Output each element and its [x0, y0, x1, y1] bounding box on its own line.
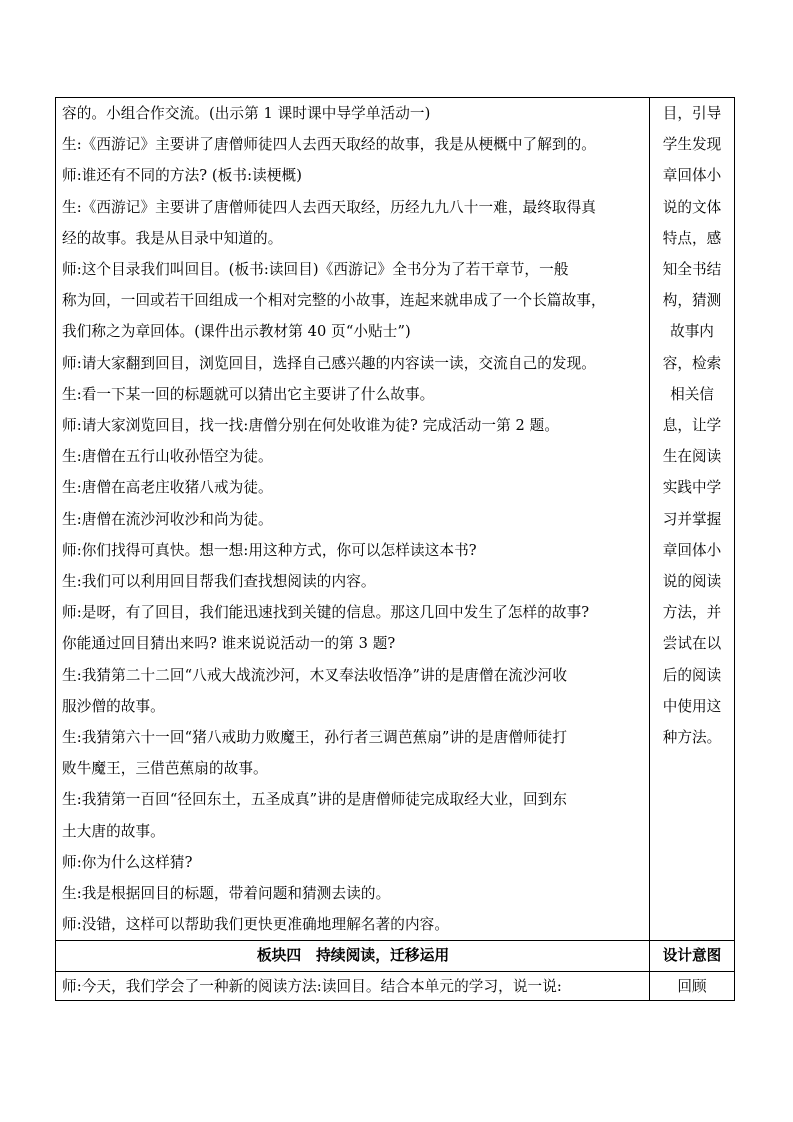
- dialogue-line: 生:我是根据回目的标题，带着问题和猜测去读的。: [62, 885, 391, 902]
- dialogue-line: 生:看一下某一回的标题就可以猜出它主要讲了什么故事。: [62, 385, 435, 403]
- dialogue-line: 生:我猜第一百回“径回东土，五圣成真”讲的是唐僧师徒完成取经大业，回到东: [62, 791, 568, 809]
- dialogue-line: 生:唐僧在五行山收孙悟空为徒。: [62, 448, 273, 466]
- design-intent-line: 学生发现: [662, 136, 722, 154]
- dialogue-line: 服沙僧的故事。: [62, 697, 165, 715]
- dialogue-line: 生:我猜第六十一回“猪八戒助力败魔王，孙行者三调芭蕉扇”讲的是唐僧师徒打: [62, 729, 568, 746]
- design-intent-line: 知全书结: [662, 261, 722, 278]
- dialogue-line: 师:请大家翻到回目，浏览回目，选择自己感兴趣的内容读一读，交流自己的发现。: [62, 354, 596, 372]
- dialogue-line: 师:请大家浏览回目，找一找:唐僧分别在何处收谁为徒? 完成活动一第 2 题。: [62, 417, 560, 434]
- section-first-line: 师:今天，我们学会了一种新的阅读方法:读回目。结合本单元的学习，说一说:: [62, 978, 562, 995]
- design-intent-line: 说的阅读: [662, 573, 722, 590]
- design-intent-line: 特点，感: [662, 229, 722, 247]
- design-intent-first-line: 回顾: [677, 978, 707, 995]
- dialogue-line: 败牛魔王，三借芭蕉扇的故事。: [62, 760, 268, 778]
- dialogue-line: 称为回，一回或若干回组成一个相对完整的小故事，连起来就串成了一个长篇故事，: [62, 292, 606, 310]
- dialogue-line: 师:是呀，有了回目，我们能迅速找到关键的信息。那这几回中发生了怎样的故事?: [62, 604, 590, 622]
- dialogue-line: 容的。小组合作交流。(出示第 1 课时课中导学单活动一): [62, 105, 431, 122]
- dialogue-line: 生:《西游记》主要讲了唐僧师徒四人去西天取经，历经九九八十一难，最终取得真: [62, 198, 596, 216]
- lesson-plan-table: [55, 97, 735, 1001]
- design-intent-title: 设计意图: [662, 947, 722, 964]
- dialogue-line: 你能通过回目猜出来吗? 谁来说说活动一的第 3 题?: [62, 635, 396, 653]
- design-intent-line: 种方法。: [662, 729, 722, 746]
- dialogue-line: 生:《西游记》主要讲了唐僧师徒四人去西天取经的故事，我是从梗概中了解到的。: [62, 136, 596, 154]
- dialogue-line: 经的故事。我是从目录中知道的。: [62, 229, 283, 247]
- dialogue-line: 师:谁还有不同的方法? (板书:读梗概): [62, 167, 302, 185]
- dialogue-line: 师:你为什么这样猜?: [62, 853, 193, 871]
- dialogue-line: 生:我们可以利用回目帮我们查找想阅读的内容。: [62, 573, 376, 590]
- design-intent-line: 中使用这: [662, 697, 722, 715]
- dialogue-line: 土大唐的故事。: [62, 822, 165, 840]
- dialogue-line: 生:唐僧在流沙河收沙和尚为徒。: [62, 510, 273, 528]
- teaching-process-column: [56, 98, 650, 1000]
- design-intent-line: 目，引导: [662, 105, 722, 122]
- design-intent-line: 后的阅读: [662, 666, 722, 684]
- dialogue-line: 师:你们找得可真快。想一想:用这种方式，你可以怎样读这本书?: [62, 541, 477, 559]
- design-intent-line: 说的文体: [662, 198, 722, 216]
- design-intent-line: 章回体小: [662, 541, 722, 559]
- dialogue-line: 我们称之为章回体。(课件出示教材第 40 页“小贴士”): [62, 323, 411, 341]
- design-intent-line: 尝试在以: [662, 635, 722, 653]
- design-intent-line: 容，检索: [662, 354, 722, 372]
- design-intent-line: 章回体小: [662, 167, 722, 185]
- dialogue-line: 师:这个目录我们叫回目。(板书:读回目)《西游记》全书分为了若干章节，一般: [62, 261, 569, 278]
- section-title: 板块四 持续阅读，迁移运用: [256, 947, 450, 964]
- design-intent-line: 故事内: [670, 323, 714, 341]
- design-intent-line: 息，让学: [662, 417, 722, 434]
- design-intent-line: 习并掌握: [662, 510, 722, 528]
- design-intent-column: [650, 98, 734, 1000]
- dialogue-line: 生:我猜第二十二回“八戒大战流沙河，木叉奉法收悟净”讲的是唐僧在流沙河收: [62, 666, 568, 684]
- design-intent-line: 方法，并: [662, 604, 722, 622]
- dialogue-line: 生:唐僧在高老庄收猪八戒为徒。: [62, 479, 273, 497]
- design-intent-line: 相关信: [670, 385, 714, 403]
- dialogue-line: 师:没错，这样可以帮助我们更快更准确地理解名著的内容。: [62, 916, 450, 934]
- design-intent-line: 生在阅读: [662, 448, 722, 466]
- design-intent-line: 构，猜测: [662, 292, 722, 310]
- design-intent-line: 实践中学: [662, 479, 722, 497]
